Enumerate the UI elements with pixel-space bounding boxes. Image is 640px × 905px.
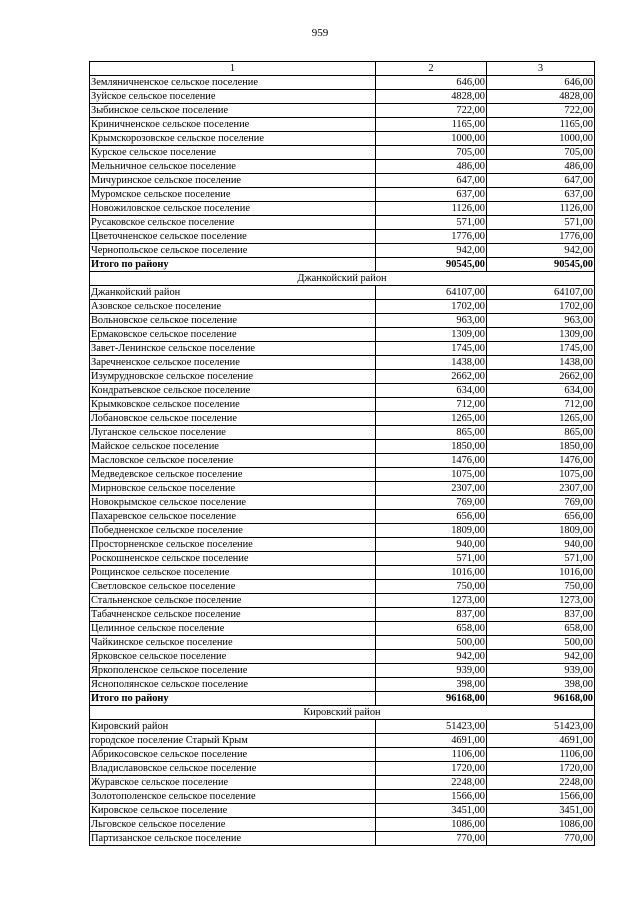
value-col-3: 646,00 xyxy=(487,76,595,90)
value-col-2: 2307,00 xyxy=(376,482,487,496)
total-row xyxy=(90,258,595,272)
settlement-name: Просторненское сельское поселение xyxy=(90,538,376,552)
value-col-2: 4828,00 xyxy=(376,90,487,104)
value-col-3: 4691,00 xyxy=(487,734,595,748)
value-col-2: 865,00 xyxy=(376,426,487,440)
table-row xyxy=(90,468,595,482)
value-col-2: 1126,00 xyxy=(376,202,487,216)
value-col-3: 90545,00 xyxy=(487,258,595,272)
settlement-name: Пахаревское сельское поселение xyxy=(90,510,376,524)
settlement-name: Чайкинское сельское поселение xyxy=(90,636,376,650)
settlement-name: Изумрудновское сельское поселение xyxy=(90,370,376,384)
value-col-2: 647,00 xyxy=(376,174,487,188)
value-col-2: 1809,00 xyxy=(376,524,487,538)
value-col-2: 571,00 xyxy=(376,552,487,566)
header-cell-2: 2 xyxy=(376,62,487,76)
table-row xyxy=(90,104,595,118)
settlement-name: Льговское сельское поселение xyxy=(90,818,376,832)
settlement-name: Победненское сельское поселение xyxy=(90,524,376,538)
section-row xyxy=(90,272,595,286)
settlement-name: Вольновское сельское поселение xyxy=(90,314,376,328)
settlement-name: Курское сельское поселение xyxy=(90,146,376,160)
total-row xyxy=(90,692,595,706)
table-row xyxy=(90,202,595,216)
value-col-3: 1273,00 xyxy=(487,594,595,608)
value-col-3: 1086,00 xyxy=(487,818,595,832)
settlement-name: Мичуринское сельское поселение xyxy=(90,174,376,188)
value-col-2: 770,00 xyxy=(376,832,487,846)
value-col-3: 1438,00 xyxy=(487,356,595,370)
table-row xyxy=(90,538,595,552)
value-col-3: 1265,00 xyxy=(487,412,595,426)
value-col-3: 64107,00 xyxy=(487,286,595,300)
settlement-name: Светловское сельское поселение xyxy=(90,580,376,594)
table-row xyxy=(90,132,595,146)
value-col-3: 4828,00 xyxy=(487,90,595,104)
settlement-name: Партизанское сельское поселение xyxy=(90,832,376,846)
value-col-3: 3451,00 xyxy=(487,804,595,818)
settlement-name: Яснополянское сельское поселение xyxy=(90,678,376,692)
table-row xyxy=(90,118,595,132)
settlement-name: Абрикосовское сельское поселение xyxy=(90,748,376,762)
value-col-3: 634,00 xyxy=(487,384,595,398)
table-row xyxy=(90,496,595,510)
value-col-3: 769,00 xyxy=(487,496,595,510)
value-col-2: 4691,00 xyxy=(376,734,487,748)
settlement-name: Цветочненское сельское поселение xyxy=(90,230,376,244)
table-row xyxy=(90,748,595,762)
header-cell-3: 3 xyxy=(487,62,595,76)
section-title: Джанкойский район xyxy=(90,272,595,286)
table-row xyxy=(90,636,595,650)
value-col-2: 2662,00 xyxy=(376,370,487,384)
table-row xyxy=(90,566,595,580)
settlement-name: Новокрымское сельское поселение xyxy=(90,496,376,510)
table-row xyxy=(90,314,595,328)
table-row xyxy=(90,188,595,202)
settlement-name: Итого по району xyxy=(90,692,376,706)
settlement-name: Яркополенское сельское поселение xyxy=(90,664,376,678)
page-number: 959 xyxy=(311,27,329,39)
value-col-3: 1776,00 xyxy=(487,230,595,244)
value-col-3: 96168,00 xyxy=(487,692,595,706)
settlement-name: Чернопольское сельское поселение xyxy=(90,244,376,258)
value-col-3: 942,00 xyxy=(487,650,595,664)
table-row xyxy=(90,146,595,160)
value-col-2: 942,00 xyxy=(376,244,487,258)
value-col-2: 1000,00 xyxy=(376,132,487,146)
budget-table xyxy=(89,61,595,846)
value-col-2: 942,00 xyxy=(376,650,487,664)
value-col-2: 1566,00 xyxy=(376,790,487,804)
settlement-name: Луганское сельское поселение xyxy=(90,426,376,440)
settlement-name: Майское сельское поселение xyxy=(90,440,376,454)
value-col-3: 837,00 xyxy=(487,608,595,622)
table-row xyxy=(90,398,595,412)
value-col-3: 1309,00 xyxy=(487,328,595,342)
value-col-2: 646,00 xyxy=(376,76,487,90)
settlement-name: Зыбинское сельское поселение xyxy=(90,104,376,118)
table-row xyxy=(90,160,595,174)
settlement-name: Джанкойский район xyxy=(90,286,376,300)
value-col-2: 51423,00 xyxy=(376,720,487,734)
value-col-2: 1776,00 xyxy=(376,230,487,244)
table-row xyxy=(90,804,595,818)
settlement-name: Крымскорозовское сельское поселение xyxy=(90,132,376,146)
value-col-3: 1809,00 xyxy=(487,524,595,538)
settlement-name: Кондратьевское сельское поселение xyxy=(90,384,376,398)
value-col-2: 64107,00 xyxy=(376,286,487,300)
settlement-name: Мирновское сельское поселение xyxy=(90,482,376,496)
value-col-2: 712,00 xyxy=(376,398,487,412)
value-col-3: 942,00 xyxy=(487,244,595,258)
table-row xyxy=(90,174,595,188)
value-col-2: 1273,00 xyxy=(376,594,487,608)
settlement-name: Новожиловское сельское поселение xyxy=(90,202,376,216)
value-col-2: 940,00 xyxy=(376,538,487,552)
value-col-2: 939,00 xyxy=(376,664,487,678)
value-col-3: 1075,00 xyxy=(487,468,595,482)
table-row xyxy=(90,552,595,566)
table-row xyxy=(90,286,595,300)
value-col-3: 1745,00 xyxy=(487,342,595,356)
settlement-name: Табачненское сельское поселение xyxy=(90,608,376,622)
value-col-3: 647,00 xyxy=(487,174,595,188)
table-row xyxy=(90,524,595,538)
value-col-2: 1086,00 xyxy=(376,818,487,832)
header-row xyxy=(90,62,595,76)
settlement-name: Заречненское сельское поселение xyxy=(90,356,376,370)
value-col-2: 3451,00 xyxy=(376,804,487,818)
value-col-2: 571,00 xyxy=(376,216,487,230)
table-row xyxy=(90,216,595,230)
value-col-3: 712,00 xyxy=(487,398,595,412)
table-row xyxy=(90,664,595,678)
value-col-3: 750,00 xyxy=(487,580,595,594)
table-row xyxy=(90,230,595,244)
value-col-2: 500,00 xyxy=(376,636,487,650)
value-col-2: 2248,00 xyxy=(376,776,487,790)
table-row xyxy=(90,650,595,664)
value-col-3: 1126,00 xyxy=(487,202,595,216)
settlement-name: Азовское сельское поселение xyxy=(90,300,376,314)
table-row xyxy=(90,454,595,468)
value-col-2: 1016,00 xyxy=(376,566,487,580)
value-col-2: 722,00 xyxy=(376,104,487,118)
value-col-3: 486,00 xyxy=(487,160,595,174)
value-col-2: 837,00 xyxy=(376,608,487,622)
header-cell-1: 1 xyxy=(90,62,376,76)
value-col-3: 1000,00 xyxy=(487,132,595,146)
value-col-3: 1106,00 xyxy=(487,748,595,762)
table-row xyxy=(90,328,595,342)
settlement-name: городское поселение Старый Крым xyxy=(90,734,376,748)
table-row xyxy=(90,608,595,622)
settlement-name: Криничненское сельское поселение xyxy=(90,118,376,132)
value-col-3: 500,00 xyxy=(487,636,595,650)
value-col-2: 1165,00 xyxy=(376,118,487,132)
value-col-3: 865,00 xyxy=(487,426,595,440)
value-col-2: 1720,00 xyxy=(376,762,487,776)
settlement-name: Земляничненское сельское поселение xyxy=(90,76,376,90)
value-col-2: 1850,00 xyxy=(376,440,487,454)
settlement-name: Золотополенское сельское поселение xyxy=(90,790,376,804)
table-row xyxy=(90,762,595,776)
table-row xyxy=(90,580,595,594)
settlement-name: Ермаковское сельское поселение xyxy=(90,328,376,342)
settlement-name: Зуйское сельское поселение xyxy=(90,90,376,104)
value-col-2: 1745,00 xyxy=(376,342,487,356)
value-col-3: 1016,00 xyxy=(487,566,595,580)
value-col-2: 656,00 xyxy=(376,510,487,524)
table-row xyxy=(90,720,595,734)
table-row xyxy=(90,370,595,384)
settlement-name: Ярковское сельское поселение xyxy=(90,650,376,664)
value-col-3: 1850,00 xyxy=(487,440,595,454)
table-row xyxy=(90,384,595,398)
value-col-3: 940,00 xyxy=(487,538,595,552)
settlement-name: Журавское сельское поселение xyxy=(90,776,376,790)
value-col-2: 963,00 xyxy=(376,314,487,328)
value-col-3: 705,00 xyxy=(487,146,595,160)
table-row xyxy=(90,734,595,748)
settlement-name: Роскошненское сельское поселение xyxy=(90,552,376,566)
value-col-3: 963,00 xyxy=(487,314,595,328)
table-row xyxy=(90,300,595,314)
table-row xyxy=(90,482,595,496)
value-col-2: 769,00 xyxy=(376,496,487,510)
value-col-3: 939,00 xyxy=(487,664,595,678)
table-row xyxy=(90,678,595,692)
table-row xyxy=(90,818,595,832)
table-row xyxy=(90,342,595,356)
value-col-3: 2662,00 xyxy=(487,370,595,384)
table-row xyxy=(90,76,595,90)
value-col-2: 1309,00 xyxy=(376,328,487,342)
value-col-3: 571,00 xyxy=(487,216,595,230)
table-row xyxy=(90,832,595,846)
settlement-name: Владиславовское сельское поселение xyxy=(90,762,376,776)
table-row xyxy=(90,426,595,440)
settlement-name: Медведевское сельское поселение xyxy=(90,468,376,482)
value-col-3: 571,00 xyxy=(487,552,595,566)
value-col-2: 634,00 xyxy=(376,384,487,398)
value-col-2: 1438,00 xyxy=(376,356,487,370)
settlement-name: Целинное сельское поселение xyxy=(90,622,376,636)
table-body xyxy=(90,76,595,846)
section-row xyxy=(90,706,595,720)
value-col-2: 96168,00 xyxy=(376,692,487,706)
table-row xyxy=(90,510,595,524)
settlement-name: Кировский район xyxy=(90,720,376,734)
table-row xyxy=(90,440,595,454)
value-col-3: 770,00 xyxy=(487,832,595,846)
section-title: Кировский район xyxy=(90,706,595,720)
value-col-2: 486,00 xyxy=(376,160,487,174)
value-col-3: 656,00 xyxy=(487,510,595,524)
settlement-name: Крымковское сельское поселение xyxy=(90,398,376,412)
value-col-3: 658,00 xyxy=(487,622,595,636)
table-row xyxy=(90,244,595,258)
value-col-3: 722,00 xyxy=(487,104,595,118)
value-col-3: 637,00 xyxy=(487,188,595,202)
value-col-2: 705,00 xyxy=(376,146,487,160)
settlement-name: Лобановское сельское поселение xyxy=(90,412,376,426)
value-col-2: 398,00 xyxy=(376,678,487,692)
settlement-name: Кировское сельское поселение xyxy=(90,804,376,818)
value-col-2: 658,00 xyxy=(376,622,487,636)
table-row xyxy=(90,90,595,104)
value-col-3: 1165,00 xyxy=(487,118,595,132)
value-col-3: 1702,00 xyxy=(487,300,595,314)
table-row xyxy=(90,412,595,426)
table-row xyxy=(90,594,595,608)
settlement-name: Стальненское сельское поселение xyxy=(90,594,376,608)
settlement-name: Русаковское сельское поселение xyxy=(90,216,376,230)
value-col-2: 1476,00 xyxy=(376,454,487,468)
settlement-name: Итого по району xyxy=(90,258,376,272)
value-col-2: 1106,00 xyxy=(376,748,487,762)
value-col-3: 2248,00 xyxy=(487,776,595,790)
value-col-3: 398,00 xyxy=(487,678,595,692)
table-row xyxy=(90,790,595,804)
value-col-3: 1720,00 xyxy=(487,762,595,776)
settlement-name: Масловское сельское поселение xyxy=(90,454,376,468)
value-col-2: 1702,00 xyxy=(376,300,487,314)
settlement-name: Завет-Ленинское сельское поселение xyxy=(90,342,376,356)
value-col-3: 1566,00 xyxy=(487,790,595,804)
table-row xyxy=(90,622,595,636)
settlement-name: Рощинское сельское поселение xyxy=(90,566,376,580)
settlement-name: Мельничное сельское поселение xyxy=(90,160,376,174)
value-col-2: 1265,00 xyxy=(376,412,487,426)
settlement-name: Муромское сельское поселение xyxy=(90,188,376,202)
value-col-2: 750,00 xyxy=(376,580,487,594)
table-row xyxy=(90,776,595,790)
table-row xyxy=(90,356,595,370)
value-col-2: 90545,00 xyxy=(376,258,487,272)
value-col-2: 1075,00 xyxy=(376,468,487,482)
value-col-3: 1476,00 xyxy=(487,454,595,468)
value-col-3: 2307,00 xyxy=(487,482,595,496)
value-col-3: 51423,00 xyxy=(487,720,595,734)
value-col-2: 637,00 xyxy=(376,188,487,202)
